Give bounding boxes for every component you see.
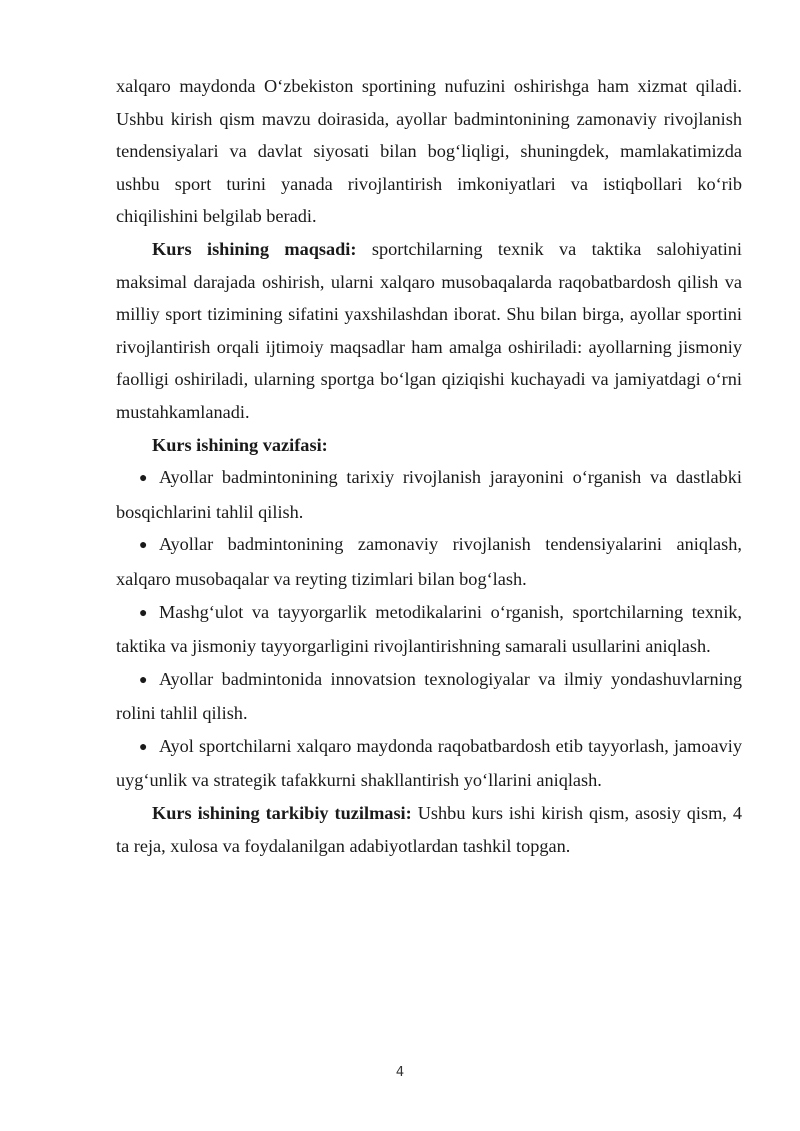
goal-label: Kurs ishining maqsadi: [152, 238, 357, 259]
list-item-text: Ayollar badmintonining zamonaviy rivojlanish tendensiyalarini aniqlash, xalqaro musobaqalar va reyting tizimlari bilan bog‘lash. [116, 534, 742, 589]
list-item-text: Ayollar badmintonida innovatsion texnologiyalar va ilmiy yondashuvlarning rolini tahlil qilish. [116, 668, 742, 724]
tasks-heading: Kurs ishining vazifasi: [152, 434, 328, 455]
structure-text: Ushbu kurs ishi kirish qism, asosiy qism, 4 ta reja, xulosa va foydalanilgan adabiyotlardan tashkil topgan. [116, 803, 742, 856]
document-page [116, 70, 742, 862]
bullet-icon: ● [139, 471, 148, 487]
list-item-text: Ayol sportchilarni xalqaro maydonda raqobatbardosh etib tayyorlash, jamoaviy uyg‘unlik va strategik tafakkurni shakllantirish yo‘llarini aniqlash. [116, 735, 742, 791]
list-item [116, 730, 742, 797]
bullet-icon: ● [139, 538, 148, 554]
structure-paragraph [116, 797, 742, 862]
bullet-icon: ● [139, 605, 148, 621]
page-number: 4 [395, 1065, 405, 1080]
goal-paragraph [116, 233, 742, 429]
list-item [116, 663, 742, 730]
intro-paragraph: xalqaro maydonda O‘zbekiston sportining nufuzini oshirishga ham xizmat qiladi. Ushbu kirish qism mavzu doirasida, ayollar badmintonining zamonaviy rivojlanish tendensiyalari va davlat siyosati bilan bog‘liqligi, shuningdek, mamlakatimizda ushbu sport turini yanada rivojlantirish imkoniyatlari va istiqbollari ko‘rib chiqilishini belgilab beradi. [116, 76, 742, 227]
goal-text: sportchilarning texnik va taktika salohiyatini maksimal darajada oshirish, ularni xalqaro musobaqalarda raqobatbardosh qilish va milliy sport tizimining sifatini yaxshilashdan iborat. Shu bilan birga, ayollar sportini rivojlantirish orqali ijtimoiy maqsadlar ham amalga oshiriladi: ayollarning jismoniy faolligi oshiriladi, ularning sportga bo‘lgan qiziqishi kuchayadi va jamiyatdagi o‘rni mustahkamlanadi. [116, 238, 743, 422]
list-item-text: Ayollar badmintonining tarixiy rivojlanish jarayonini o‘rganish va dastlabki bosqichlarini tahlil qilish. [116, 467, 742, 522]
structure-label: Kurs ishining tarkibiy tuzilmasi: [152, 803, 412, 824]
bullet-icon: ● [139, 672, 148, 688]
list-item [116, 461, 742, 528]
list-item [116, 596, 742, 663]
bullet-icon: ● [139, 739, 148, 755]
list-item [116, 528, 742, 595]
tasks-list [116, 461, 742, 797]
list-item-text: Mashg‘ulot va tayyorgarlik metodikalarini o‘rganish, sportchilarning texnik, taktika va jismoniy tayyorgarligini rivojlantirishning samarali usullarini aniqlash. [116, 601, 742, 657]
